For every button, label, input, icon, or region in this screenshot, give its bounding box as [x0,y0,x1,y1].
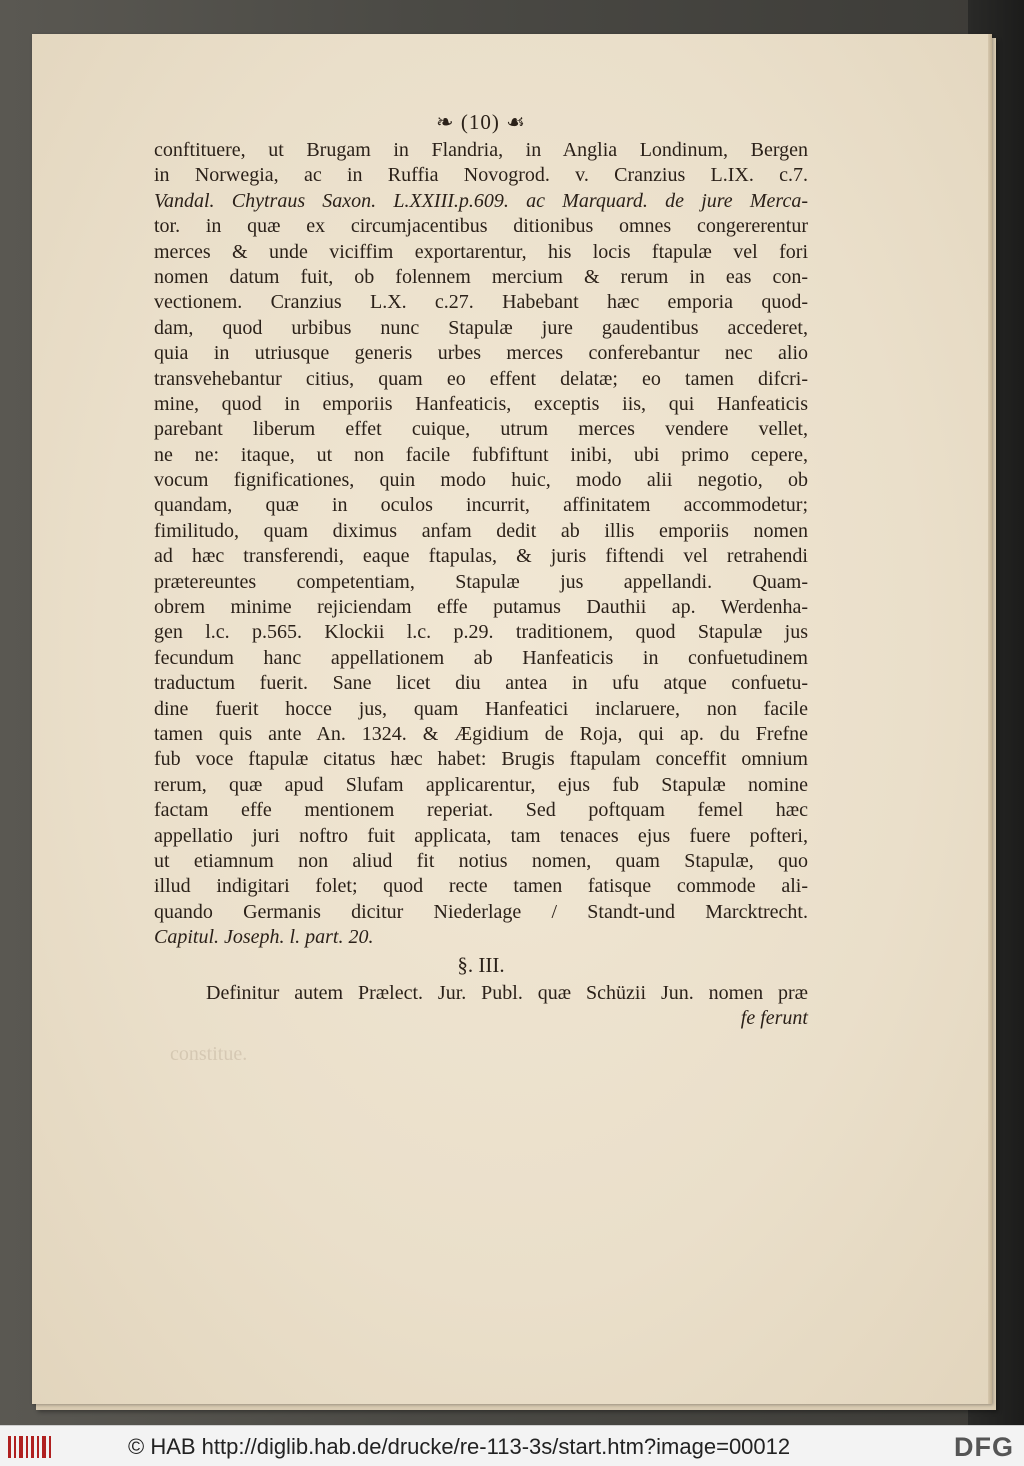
text-line: ad hæc transferendi, eaque ftapulas, & juris fiftendi vel retrahendi [154,545,808,568]
text-line: traductum fuerit. Sane licet diu antea in ufu atque confuetu- [154,672,808,695]
text-line: obrem minime rejiciendam effe putamus Dauthii ap. Werdenha- [154,596,808,619]
text-line: vectionem. Cranzius L.X. c.27. Habebant hæc emporia quod- [154,291,808,314]
barcode-icon [6,1434,54,1460]
dfg-logo: DFG [954,1432,1014,1462]
text-line: conftituere, ut Brugam in Flandria, in Anglia Londinum, Bergen [154,139,808,161]
text-line: mine, quod in emporiis Hanfeaticis, exceptis iis, qui Hanfeaticis [154,392,808,415]
text-line: tamen quis ante An. 1324. & Ægidium de Roja, qui ap. du Frefne [154,722,808,745]
text-line: fub voce ftapulæ citatus hæc habet: Brugis ftapulam conceffit omnium [154,748,808,771]
page-edge [988,34,992,1404]
text-line: merces & unde viciffim exportarentur, his locis ftapulæ vel fori [154,240,808,263]
text-line: Vandal. Chytraus Saxon. L.XXIII.p.609. ac Marquard. de jure Merca- [154,189,808,212]
text-line: fimilitudo, quam diximus anfam dedit ab illis emporiis nomen [154,519,808,542]
text-line: quandam, quæ in oculos incurrit, affinitatem accommodetur; [154,494,808,517]
text-line: factam effe mentionem reperiat. Sed poftquam femel hæc [154,799,808,822]
page-header: ❧ (10) ☙ [436,110,526,134]
text-line: ne ne: itaque, ut non facile fubfiftunt inibi, ubi primo cepere, [154,443,808,466]
viewer-footer [0,1425,1024,1466]
text-line: gen l.c. p.565. Klockii l.c. p.29. traditionem, quod Stapulæ jus [154,621,808,644]
text-line: prætereuntes competentiam, Stapulæ jus appellandi. Quam- [154,570,808,593]
text-line: dam, quod urbibus nunc Stapulæ jure gaudentibus accederet, [154,316,808,339]
text-line: illud indigitari folet; quod recte tamen fatisque commode ali- [154,875,808,898]
text-line: vocum fignificationes, quin modo huic, modo alii negotio, ob [154,469,808,492]
text-line: rerum, quæ apud Slufam applicarentur, ejus fub Stapulæ nomine [154,773,808,796]
text-line: parebant liberum effet cuique, utrum merces vendere vellet, [154,418,808,441]
text-line: ut etiamnum non aliud fit notius nomen, quam Stapulæ, quo [154,849,808,872]
text-line: quando Germanis dicitur Niederlage / Standt-und Marcktrecht. [154,900,808,923]
text-line: Capitul. Joseph. l. part. 20. [154,926,374,949]
copyright-link[interactable]: © HAB http://diglib.hab.de/drucke/re-113-3s/start.htm?image=00012 [128,1434,791,1459]
text-line: quia in utriusque generis urbes merces conferebantur nec alio [154,342,808,365]
text-line: transvehebantur citius, quam eo effent delatæ; eo tamen difcri- [154,367,808,390]
catchword: fe ferunt [740,1006,808,1029]
bleed-through-text: constitue. [170,1043,248,1065]
text-line: appellatio juri noftro fuit applicata, tam tenaces ejus fuere pofteri, [154,824,808,847]
text-line: fecundum hanc appellationem ab Hanfeaticis in confuetudinem [154,646,808,669]
section-heading: §. III. [457,952,505,977]
text-line: dine fuerit hocce jus, quam Hanfeatici inclaruere, non facile [154,697,808,720]
text-line: nomen datum fuit, ob folennem mercium & rerum in eas con- [154,265,808,288]
page-text-block [154,110,808,1031]
text-line: in Norwegia, ac in Ruffia Novogrod. v. Cranzius L.IX. c.7. [154,164,808,187]
definition-line: Definitur autem Prælect. Jur. Publ. quæ Schüzii Jun. nomen præ [206,981,808,1004]
text-line: tor. in quæ ex circumjacentibus ditionibus omnes congererentur [154,215,808,238]
